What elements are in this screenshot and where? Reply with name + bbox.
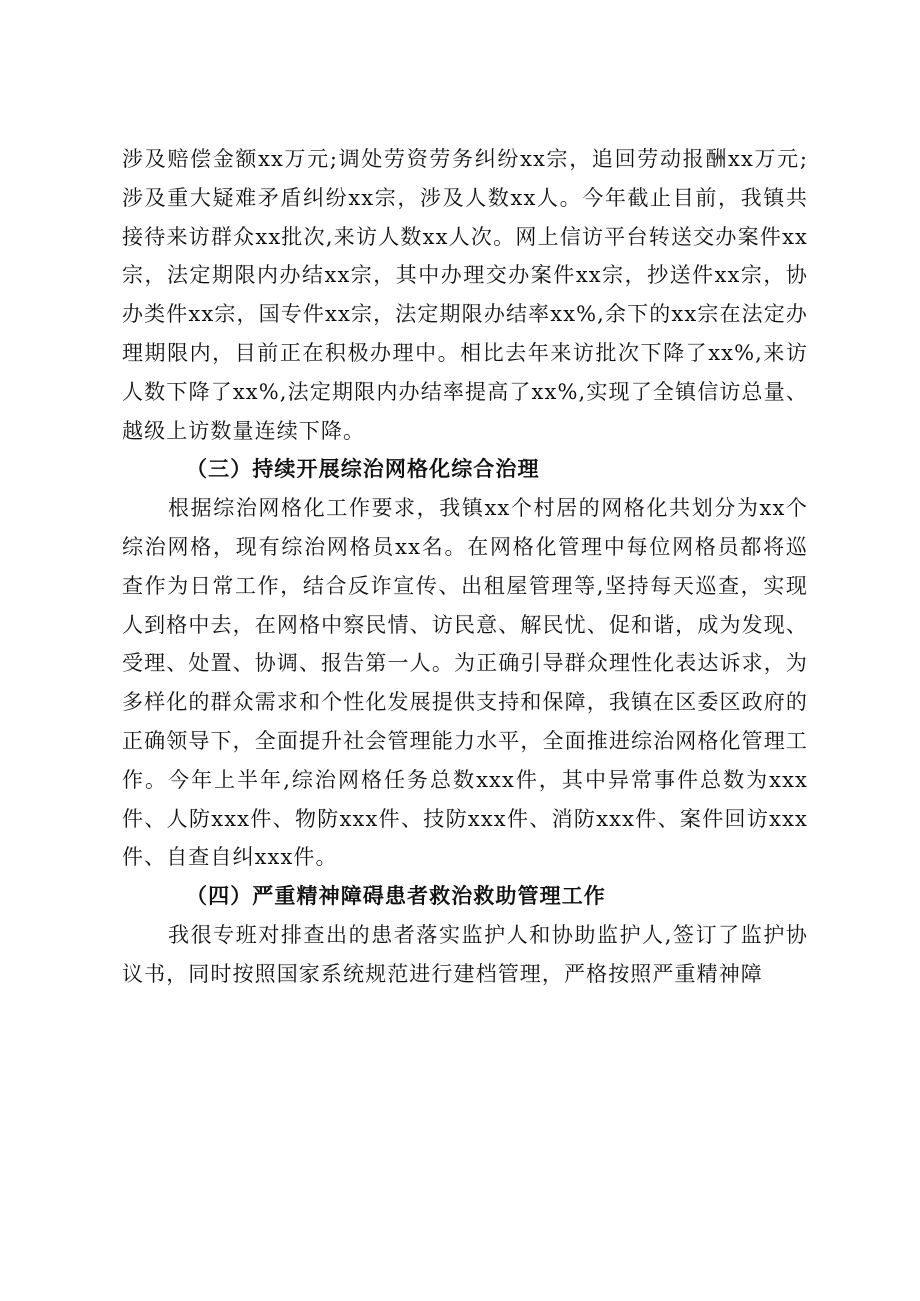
body-paragraph-continued: 涉及赔偿金额xx万元;调处劳资劳务纠纷xx宗，追回劳动报酬xx万元;涉及重大疑难矛盾纠纷xx宗，涉及人数xx人。今年截止目前，我镇共接待来访群众xx批次,来访人数xx人次。网上信访平台转送交办案件xx宗，法定期限内办结xx宗，其中办理交办案件xx宗，抄送件xx宗，协办类件xx宗，国专件xx宗，法定期限办结率xx%,余下的xx宗在法定办理期限内，目前正在积极办理中。相比去年来访批次下降了xx%,来访人数下降了xx%,法定期限内办结率提高了xx%,实现了全镇信访总量、越级上访数量连续下降。 <box>122 147 808 443</box>
body-paragraph-grid-management: 根据综治网格化工作要求，我镇xx个村居的网格化共划分为xx个综治网格，现有综治网格员xx名。在网格化管理中每位网格员都将巡查作为日常工作，结合反诈宣传、出租屋管理等,坚持每天巡查，实现人到格中去，在网格中察民情、访民意、解民忧、促和谐，成为发现、受理、处置、协调、报告第一人。为正确引导群众理性化表达诉求，为多样化的群众需求和个性化发展提供支持和保障，我镇在区委区政府的正确领导下，全面提升社会管理能力水平，全面推进综治网格化管理工作。今年上半年,综治网格任务总数xxx件，其中异常事件总数为xxx件、人防xxx件、物防xxx件、技防xxx件、消防xxx件、案件回访xxx件、自查自纠xxx件。 <box>122 496 808 870</box>
section-heading-four: （四）严重精神障碍患者救治救助管理工作 <box>186 883 606 909</box>
document-page <box>122 140 808 994</box>
body-paragraph-mental-health: 我很专班对排查出的患者落实监护人和协助监护人,签订了监护协议书，同时按照国家系统规范进行建档管理，严格按照严重精神障 <box>122 922 808 986</box>
section-heading-three: （三）持续开展综治网格化综合治理 <box>186 456 540 482</box>
